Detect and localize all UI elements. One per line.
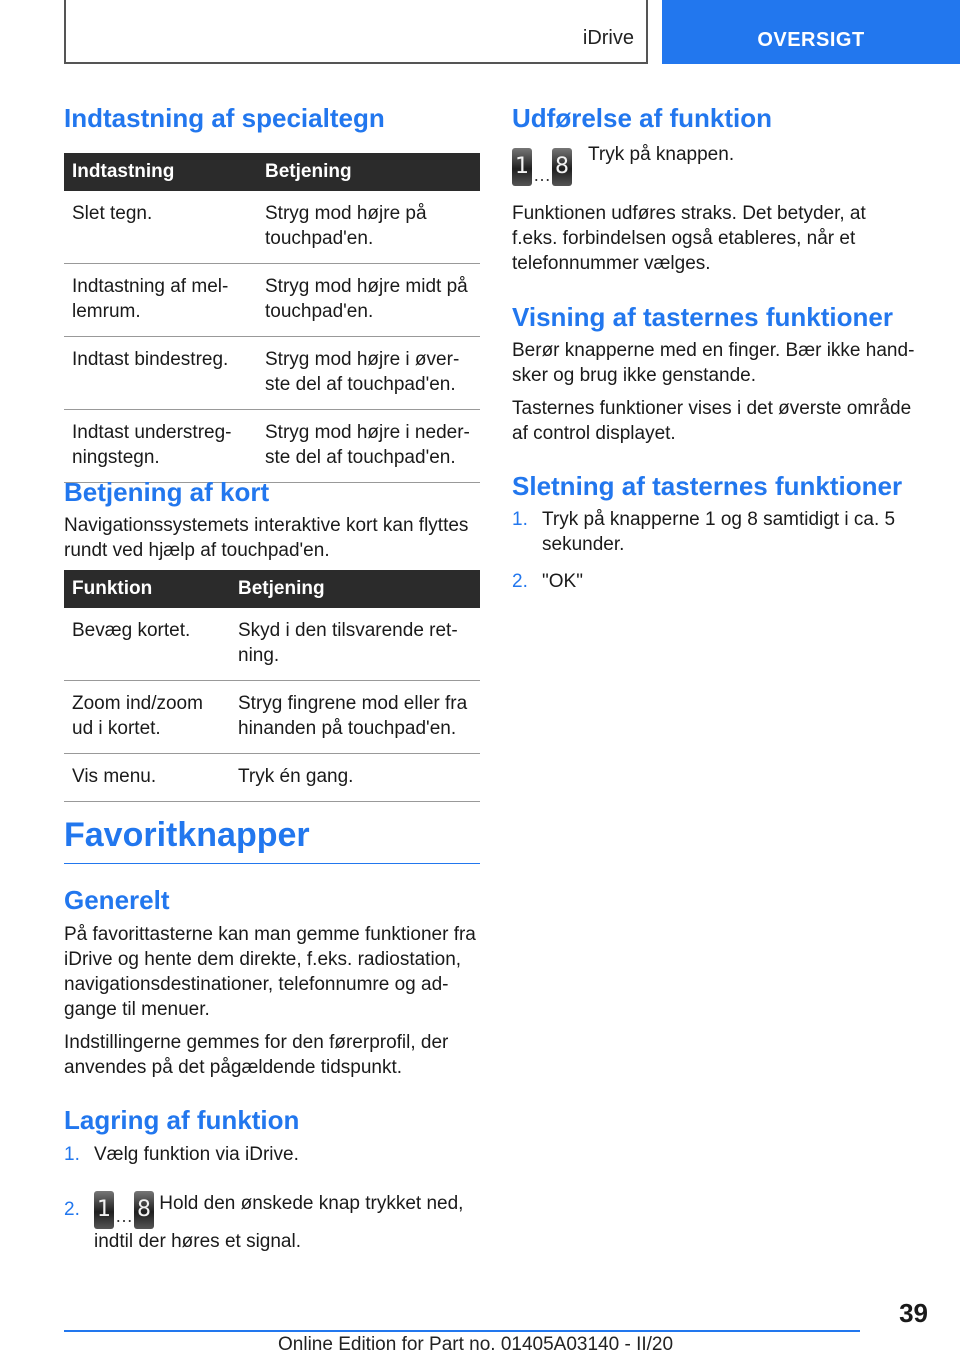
table-row — [64, 754, 480, 802]
table-cell: Indtastning af mellemrum. — [64, 264, 257, 337]
special-chars-title: Indtastning af specialtegn — [64, 103, 385, 133]
map-title: Betjening af kort — [64, 477, 270, 507]
show-paragraph-2: Tasternes funktioner vises i det øverste område af control displayet. — [512, 398, 912, 444]
table-cell: Indtast bindestreg. — [64, 337, 257, 410]
favorite-key-1-icon: 1 — [94, 1191, 114, 1229]
table-cell: Bevæg kortet. — [64, 608, 230, 681]
show-paragraph-1: Berør knapperne med en finger. Bær ikke handsker og brug ikke genstande. — [512, 340, 915, 386]
exec-key-row — [512, 144, 916, 188]
table-row — [64, 681, 480, 754]
table-row — [64, 191, 480, 264]
favorites-title: Favoritknapper — [64, 815, 480, 864]
step-text: Tryk på knapperne 1 og 8 samtidigt i ca. 5 sekunder. — [542, 509, 896, 555]
table-cell: Stryg mod højre på touchpad'en. — [257, 191, 480, 264]
map-intro: Navigationssystemets interaktive kort kan flyttes rundt ved hjælp af touchpad'en. — [64, 515, 469, 561]
table-header-cell: Indtastning — [64, 153, 257, 191]
general-paragraph-2: Indstillingerne gemmes for den førerprofil, der anvendes på det pågældende tidspunkt. — [64, 1032, 449, 1078]
table-row — [64, 337, 480, 410]
table-header-cell: Betjening — [257, 153, 480, 191]
exec-paragraph: Funktionen udføres straks. Det betyder, at f.eks. forbindelsen også etableres, når et telefonnummer vælges. — [512, 203, 866, 274]
table-cell: Skyd i den tilsvarende retning. — [230, 608, 480, 681]
list-item — [64, 1191, 480, 1254]
general-paragraph-1: På favorittasterne kan man gemme funktioner fra iDrive og hente dem direkte, f.eks. radiostation, navigationsdestinationer, telefonnumre og adgange til menuer. — [64, 924, 476, 1020]
list-item — [512, 569, 916, 594]
table-cell: Stryg mod højre midt på touchpad'en. — [257, 264, 480, 337]
favorite-key-8-icon: 8 — [134, 1191, 154, 1229]
table-header-row — [64, 153, 480, 191]
table-header-cell: Betjening — [230, 570, 480, 608]
store-steps-list — [64, 1142, 480, 1254]
table-cell: Slet tegn. — [64, 191, 257, 264]
show-functions-title: Visning af tasternes funktioner — [512, 302, 893, 332]
table-header-cell: Funktion — [64, 570, 230, 608]
ellipsis-icon: … — [115, 1206, 133, 1226]
delete-steps-list — [512, 507, 916, 594]
footer-edition: Online Edition for Part no. 01405A03140 - II/20 — [278, 1334, 674, 1355]
table-row — [64, 608, 480, 681]
exec-title: Udførelse af funktion — [512, 103, 773, 133]
table-row — [64, 410, 480, 483]
general-title: Generelt — [64, 885, 170, 915]
table-cell: Stryg fingrene mod eller fra hinanden på touchpad'en. — [230, 681, 480, 754]
header-section-tab — [64, 0, 648, 64]
ellipsis-icon: … — [533, 165, 551, 185]
table-cell: Vis menu. — [64, 754, 230, 802]
step-number: 2. — [64, 1199, 80, 1220]
table-header-row — [64, 570, 480, 608]
table-row — [64, 264, 480, 337]
step-text: Hold den ønskede knap trykket ned, indtil der høres et signal. — [94, 1193, 464, 1252]
header-chapter-label: OVERSIGT — [757, 29, 865, 51]
favorite-key-1-icon: 1 — [512, 148, 532, 186]
table-cell: Stryg mod højre i øverste del af touchpad'en. — [257, 337, 480, 410]
list-item — [512, 507, 916, 557]
list-item — [64, 1142, 480, 1167]
header-section-label: iDrive — [582, 27, 634, 49]
exec-press-text: Tryk på knappen. — [588, 144, 735, 165]
step-number: 1. — [64, 1144, 80, 1165]
step-number: 2. — [512, 571, 528, 592]
table-cell: Stryg mod højre i nederste del af touchpad'en. — [257, 410, 480, 483]
footer-divider — [64, 1330, 860, 1332]
table-cell: Tryk én gang. — [230, 754, 480, 802]
step-text: Vælg funktion via iDrive. — [94, 1144, 299, 1165]
delete-functions-title: Sletning af tasternes funktioner — [512, 471, 903, 501]
header-chapter-tab — [662, 0, 960, 64]
favorite-key-8-icon: 8 — [552, 148, 572, 186]
step-text: "OK" — [542, 571, 583, 592]
page-number: 39 — [899, 1298, 928, 1328]
table-cell: Indtast understregningstegn. — [64, 410, 257, 483]
special-chars-table — [64, 153, 480, 483]
store-function-title: Lagring af funktion — [64, 1105, 300, 1135]
map-table — [64, 570, 480, 802]
table-cell: Zoom ind/zoom ud i kortet. — [64, 681, 230, 754]
step-number: 1. — [512, 509, 528, 530]
